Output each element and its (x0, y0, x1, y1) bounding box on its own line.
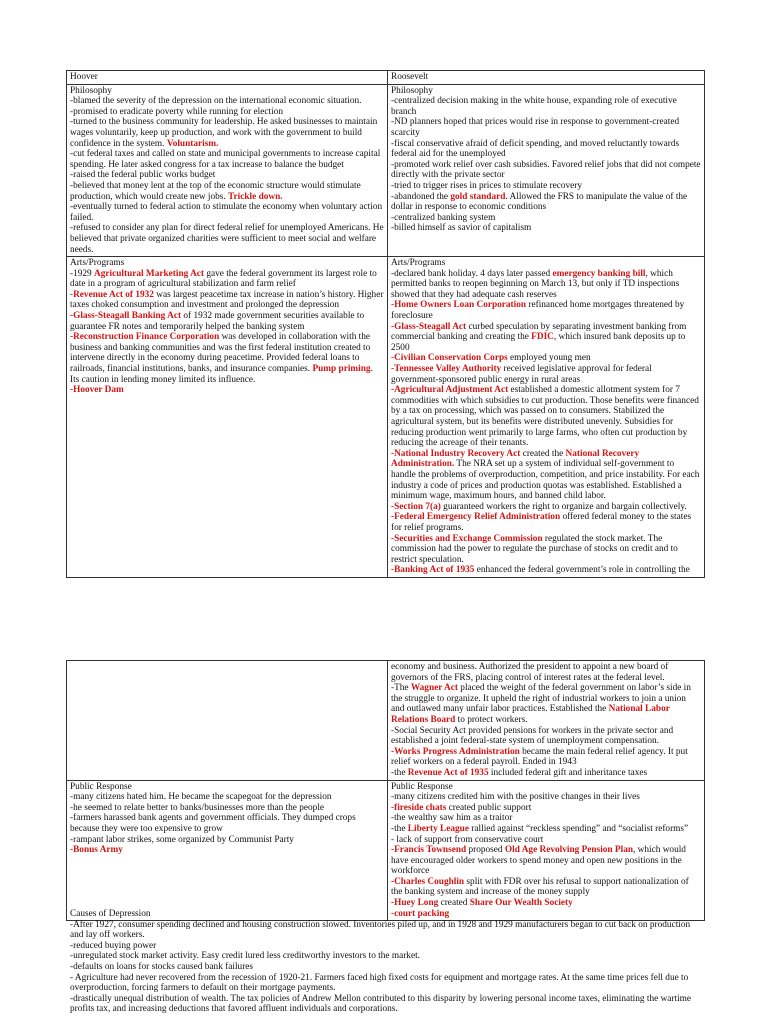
hoover-programs-title: Arts/Programs (70, 258, 125, 269)
program-text: guaranteed workers the right to organize and bargain collectively. (440, 501, 687, 512)
term-federal-emergency-relief-administration: -Federal Emergency Relief Administration (391, 512, 561, 523)
term-agricultural-marketing-act: Agricultural Marketing Act (94, 268, 205, 279)
roosevelt-response-item (391, 845, 701, 877)
term-glass-steagall-banking-act: -Glass-Steagall Banking Act (70, 311, 182, 322)
program-text: -the (391, 767, 408, 778)
response-text: , which would have encouraged older workers to spend money and open new positions in the workforce (391, 845, 686, 877)
term-tennessee-valley-authority: -Tennessee Valley Authority (391, 364, 502, 375)
hoover-response-item: -he seemed to relate better to banks/businesses more than the people (70, 802, 325, 813)
program-text: to protect workers. (455, 714, 528, 725)
roosevelt-response-cell (388, 780, 705, 921)
response-text: rallied against “reckless spending” and “socialist reforms” (468, 823, 689, 834)
term-pump-priming: Pump priming (312, 364, 371, 375)
page-bottom (0, 658, 768, 1024)
roosevelt-program-item (391, 534, 701, 566)
hoover-program-item (70, 332, 384, 385)
roosevelt-program-item (391, 269, 701, 301)
term-reconstruction-finance-corporation: -Reconstruction Finance Corporation (70, 332, 220, 343)
response-text: -the (391, 823, 408, 834)
roosevelt-philosophy-item (391, 192, 701, 213)
cause-item: -drastically unequal distribution of wealth. The tax policies of Andrew Mellon contributed to this disparity by lowering personal income taxes, eliminating the wartime profits tax, and increasing deductions that favored affluent individuals and corporations. (70, 993, 692, 1015)
roosevelt-program-item (391, 364, 701, 385)
roosevelt-philosophy-cell (388, 84, 705, 257)
cause-item: -After 1927, consumer spending declined and housing construction slowed. Inventories piled up, and in 1928 and 1929 manufacturers began to cut back on production and lay off workers. (70, 919, 691, 941)
roosevelt-program-item (391, 683, 701, 725)
hoover-response-item: -farmers harassed bank agents and government officials. They dumped crops because they were too expensive to grow (70, 813, 356, 834)
roosevelt-response-item: -many citizens credited him with the positive changes in their lives (391, 792, 640, 803)
program-text: placed the weight of the federal government on labor’s side in the struggle to organize. It upheld the right of industrial workers to join a union and outlawed many unfair labor practices. Established the (391, 683, 691, 715)
term-charles-coughlin: -Charles Coughlin (391, 876, 465, 887)
hoover-philosophy-cell (67, 84, 388, 257)
hoover-philosophy-item: -eventually turned to federal action to stimulate the economy when voluntary action failed. (70, 202, 383, 223)
roosevelt-response-item: -the wealthy saw him as a traitor (391, 813, 513, 824)
term-emergency-banking-bill: emergency banking bill (552, 268, 646, 279)
hoover-philosophy-text: -turned to the business community for leadership. He asked businesses to maintain wages voluntarily, keep up production, and work with the government to build confidence in the system. (70, 117, 378, 149)
program-text: regulated the stock market. The commission had the power to regulate the purchase of stocks on credit and to restrict speculation. (391, 533, 678, 565)
term-old-age-revolving-pension-plan: Old Age Revolving Pension Plan (504, 845, 634, 856)
response-text: proposed (466, 845, 505, 856)
term-liberty-league: Liberty League (407, 823, 469, 834)
header-hoover-label: Hoover (70, 72, 98, 82)
hoover-philosophy-item: -cut federal taxes and called on state and municipal governments to increase capital spending. He later asked congress for a tax increase to balance the budget (70, 149, 381, 170)
program-text: employed young men (507, 353, 591, 364)
program-text: -The (391, 683, 411, 694)
term-revenue-act-1935: Revenue Act of 1935 (407, 767, 489, 778)
term-section-7a: -Section 7(a) (391, 501, 441, 512)
hoover-programs-cont-cell (67, 661, 388, 781)
cause-item: -reduced buying power (70, 940, 157, 951)
page-break-gap (0, 600, 768, 658)
roosevelt-response-item (391, 803, 701, 814)
term-home-owners-loan-corporation: -Home Owners Loan Corporation (391, 300, 527, 311)
cause-item: -defaults on loans for stocks caused bank failures (70, 961, 254, 972)
program-text: -1929 (70, 268, 95, 279)
comparison-table-bottom (66, 660, 705, 921)
program-text: refinanced home mortgages threatened by foreclosure (391, 300, 685, 322)
hoover-philosophy-item: -refused to consider any plan for direct federal relief for unemployed Americans. He believed that private organized charities were sufficient to meet social and welfare needs. (70, 223, 384, 255)
term-works-progress-administration: -Works Progress Administration (391, 746, 520, 757)
roosevelt-philosophy-item: -centralized decision making in the white house, expanding role of executive branch (391, 96, 677, 117)
program-text: was developed in collaboration with the business and banking communities and was the first federal institution created to intervene directly in the economy during peacetime. Provided federal loans to railroads, financial institutions, banks, and insurance companies. (70, 332, 371, 375)
roosevelt-program-item (391, 300, 701, 321)
program-text: received legislative approval for federal government-sponsored public energy in rural areas (391, 364, 652, 385)
roosevelt-philosophy-item: -ND planners hoped that prices would rise in response to government-created scarcity (391, 117, 680, 138)
hoover-philosophy-title: Philosophy (70, 85, 112, 96)
roosevelt-response-item (391, 824, 701, 835)
roosevelt-philosophy-item: -fiscal conservative afraid of deficit spending, and moved reluctantly towards federal aid for the unemployed (391, 138, 680, 160)
roosevelt-philosophy-item: -centralized banking system (391, 212, 496, 223)
hoover-philosophy-item: -blamed the severity of the depression on the international economic situation. (70, 96, 362, 107)
hoover-response-item: -many citizens hated him. He became the scapegoat for the depression (70, 792, 332, 803)
roosevelt-philosophy-title: Philosophy (391, 85, 433, 96)
hoover-program-item (70, 269, 384, 290)
term-revenue-act-1932: -Revenue Act of 1932 (70, 289, 154, 300)
roosevelt-programs-cont-cell (388, 661, 705, 781)
comparison-table-top (66, 70, 705, 578)
roosevelt-program-item (391, 747, 701, 768)
hoover-philosophy-item (70, 117, 384, 149)
roosevelt-program-item: economy and business. Authorized the president to appoint a new board of governors of the FRS, placing control of interest rates at the federal level. (391, 662, 669, 683)
program-text: included federal gift and inheritance taxes (488, 767, 648, 778)
hoover-philosophy-item: -raised the federal public works budget (70, 170, 216, 181)
roosevelt-program-item (391, 449, 701, 502)
program-text: established a domestic allotment system for 7 commodities with which subsidies to cut production. Those benefits were financed by a tax on processing, which was passed on to consumers. Stabilized the agricultural system, but its benefits were distributed unevenly. Subsidies for reducing production went primarily to large farms, who often cut production by reducing the acreage of their tenants. (391, 385, 699, 449)
header-roosevelt (388, 71, 705, 85)
term-share-our-wealth-society: Share Our Wealth Society (469, 898, 573, 909)
roosevelt-response-item (391, 898, 701, 909)
term-national-industry-recovery-act: -National Industry Recovery Act (391, 448, 521, 459)
roosevelt-philosophy-item: -promoted work relief over cash subsidies. Favored relief jobs that did not compete directly with the private sector (391, 159, 701, 181)
cause-item: - Agriculture had never recovered from the recession of 1920-21. Farmers faced high fixed costs for equipment and mortgage rates. At the same time prices fell due to overproduction, forcing farmers to default on their mortgage payments. (70, 972, 689, 994)
term-voluntarism: Voluntarism. (166, 138, 219, 149)
term-national-recovery-administration: National Recovery Administration. (391, 448, 640, 470)
term-national-labor-relations-board: National Labor Relations Board (391, 704, 670, 725)
term-fdic: FDIC (531, 332, 554, 343)
program-text: created the (520, 448, 566, 459)
program-text: , which permitted banks to reopen beginning on March 13, but only if TD inspections showed that they had adequate cash reserves (391, 268, 680, 300)
term-trickle-down: Trickle down. (228, 191, 283, 202)
roosevelt-programs-cell (388, 257, 705, 578)
response-text: created public support (446, 802, 532, 813)
hoover-philosophy-text: -believed that money lent at the top of the economic structure would stimulate production, which would create new jobs. (70, 180, 361, 202)
cause-item: -unregulated stock market activity. Easy credit lured less creditworthy investors to the market. (70, 951, 420, 962)
program-text: curbed speculation by separating investment banking from commercial banking and creating the (391, 321, 687, 343)
header-hoover (67, 71, 388, 85)
response-text: split with FDR over his refusal to support nationalization of the banking system and increase of the money supply (391, 876, 689, 898)
term-francis-townsend: -Francis Townsend (391, 845, 467, 856)
roosevelt-program-item (391, 502, 701, 513)
program-text: -declared bank holiday. 4 days later passed (391, 268, 553, 279)
program-text: . Its caution in lending money limited its influence. (70, 364, 373, 385)
hoover-programs-cell (67, 257, 388, 578)
causes-of-depression (70, 909, 700, 1015)
term-wagner-act: Wagner Act (410, 683, 458, 694)
roosevelt-philosophy-text: . Allowed the FRS to manipulate the value of the dollar in response to economic conditions (391, 191, 688, 213)
term-securities-exchange-commission: -Securities and Exchange Commission (391, 533, 543, 544)
hoover-response-title: Public Response (70, 781, 132, 792)
hoover-program-item (70, 290, 384, 311)
program-text: was largest peacetime tax increase in nation’s history. Higher taxes choked consumption and investment and prolonged the depression (70, 289, 384, 311)
roosevelt-response-title: Public Response (391, 781, 453, 792)
roosevelt-program-item (391, 565, 701, 576)
roosevelt-program-item (391, 512, 701, 533)
hoover-philosophy-item: -promised to eradicate poverty while running for election (70, 106, 283, 117)
term-hoover-dam: -Hoover Dam (70, 385, 124, 396)
term-banking-act-1935: -Banking Act of 1935 (391, 565, 475, 576)
program-text: enhanced the federal government’s role in controlling the (474, 565, 690, 576)
roosevelt-philosophy-text: -abandoned the (391, 191, 451, 202)
hoover-philosophy-item (70, 181, 384, 202)
roosevelt-program-item (391, 353, 701, 364)
header-roosevelt-label: Roosevelt (391, 72, 429, 82)
roosevelt-response-item: - lack of support from conservative court (391, 834, 544, 845)
roosevelt-program-item: -Social Security Act provided pensions for workers in the private sector and established a joint federal-state system of unemployment compensation. (391, 725, 674, 747)
roosevelt-programs-title: Arts/Programs (391, 258, 446, 269)
roosevelt-program-item (391, 768, 701, 779)
roosevelt-program-item (391, 322, 701, 354)
causes-title: Causes of Depression (70, 909, 151, 919)
program-text: of 1932 made government securities available to guarantee FR notes and temporarily helped the banking system (70, 311, 365, 332)
term-fireside-chats: -fireside chats (391, 802, 447, 813)
roosevelt-philosophy-item: -tried to trigger rises in prices to stimulate recovery (391, 180, 583, 191)
program-text: , which insured bank deposits up to 2500 (391, 332, 686, 353)
hoover-program-item (70, 311, 384, 332)
hoover-response-cell (67, 780, 388, 921)
roosevelt-program-item (391, 385, 701, 449)
roosevelt-response-item (391, 877, 701, 898)
response-text: created (438, 898, 470, 909)
term-huey-long: -Huey Long (391, 898, 439, 909)
term-gold-standard: gold standard (450, 191, 506, 202)
program-text: The NRA set up a system of individual self-government to handle the problems of overproduction, competition, and price instability. For each industry a code of prices and production quotas was established. Established a minimum wage, maximum hours, and banned child labor. (391, 459, 700, 502)
term-glass-steagall-act: -Glass-Steagall Act (391, 321, 467, 332)
term-court-packing: -court packing (391, 908, 450, 919)
roosevelt-philosophy-item: -billed himself as savior of capitalism (391, 223, 532, 234)
term-bonus-army: -Bonus Army (70, 845, 123, 856)
program-text: offered federal money to the states for relief programs. (391, 512, 692, 533)
term-agricultural-adjustment-act: -Agricultural Adjustment Act (391, 385, 509, 396)
term-civilian-conservation-corps: -Civilian Conservation Corps (391, 353, 508, 364)
program-text: gave the federal government its largest role to date in a program of agricultural stabilization and farm relief (70, 268, 377, 290)
program-text: became the main federal relief agency. It put relief workers on a federal payroll. Ended in 1943 (391, 746, 688, 768)
hoover-response-item: -rampant labor strikes, some organized by Communist Party (70, 834, 294, 845)
